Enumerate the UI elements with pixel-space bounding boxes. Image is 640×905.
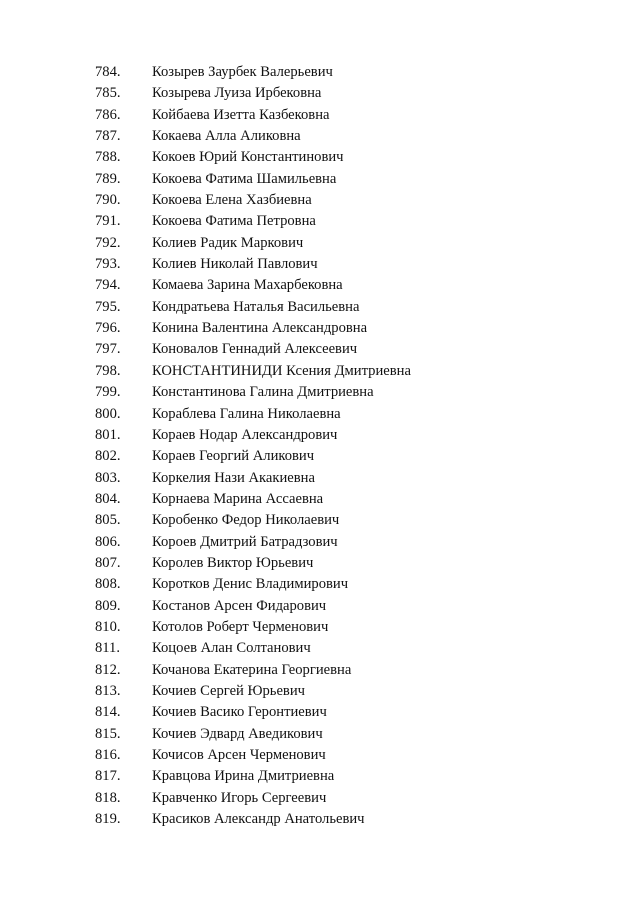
item-number: 807. <box>95 554 121 571</box>
list-item <box>0 404 640 425</box>
person-name: Козырева Луиза Ирбековна <box>152 85 322 102</box>
person-name: Козырев Заурбек Валерьевич <box>152 64 333 80</box>
item-number: 806. <box>95 533 121 550</box>
list-item <box>0 297 640 318</box>
person-name: Коцоев Алан Солтанович <box>152 640 311 657</box>
item-number: 800. <box>95 405 121 422</box>
list-item <box>0 105 640 126</box>
person-name: Коробенко Федор Николаевич <box>152 512 340 529</box>
person-name: Кочисов Арсен Черменович <box>152 747 326 763</box>
person-name: Кондратьева Наталья Васильевна <box>152 298 360 315</box>
list-item <box>0 766 640 787</box>
item-number: 805. <box>95 512 121 529</box>
item-number: 813. <box>95 682 121 699</box>
item-number: 792. <box>95 234 121 251</box>
person-name: Костанов Арсен Фидарович <box>152 597 327 614</box>
item-number: 789. <box>95 170 121 187</box>
person-name: Константинова Галина Дмитриевна <box>152 384 374 401</box>
person-name: Кокоева Фатима Петровна <box>152 213 316 230</box>
item-number: 795. <box>95 298 121 315</box>
item-number: 802. <box>95 448 121 465</box>
list-item <box>0 425 640 446</box>
person-name: Кораблева Галина Николаевна <box>152 405 341 422</box>
list-item <box>0 211 640 232</box>
list-item <box>0 596 640 617</box>
list-item <box>0 233 640 254</box>
list-item <box>0 126 640 147</box>
list-item <box>0 468 640 489</box>
item-number: 812. <box>95 661 121 678</box>
person-name: Колиев Николай Павлович <box>152 256 318 273</box>
list-item <box>0 660 640 681</box>
list-item <box>0 638 640 659</box>
list-item <box>0 745 640 766</box>
item-number: 793. <box>95 256 121 273</box>
person-name: Комаева Зарина Махарбековна <box>152 277 343 294</box>
person-name: Коркелия Нази Акакиевна <box>152 469 315 486</box>
list-item <box>0 617 640 638</box>
person-name: Королев Виктор Юрьевич <box>152 554 314 571</box>
list-item <box>0 489 640 510</box>
person-name: Кораев Георгий Аликович <box>152 448 315 465</box>
list-item <box>0 382 640 403</box>
person-name: Коновалов Геннадий Алексеевич <box>152 341 358 358</box>
list-item <box>0 275 640 296</box>
person-name: Конина Валентина Александровна <box>152 320 368 337</box>
list-item <box>0 83 640 104</box>
item-number: 810. <box>95 618 121 635</box>
list-item <box>0 724 640 745</box>
item-number: 817. <box>95 768 121 785</box>
person-name: Кочиев Сергей Юрьевич <box>152 682 305 699</box>
person-name: Коротков Денис Владимирович <box>152 576 349 593</box>
person-name: Кочиев Васико Геронтиевич <box>152 704 327 721</box>
item-number: 799. <box>95 384 121 401</box>
item-number: 809. <box>95 597 121 614</box>
list-item <box>0 532 640 553</box>
list-item <box>0 510 640 531</box>
list-item <box>0 147 640 168</box>
person-name: Корнаева Марина Ассаевна <box>152 490 324 507</box>
item-number: 788. <box>95 149 121 166</box>
list-item <box>0 446 640 467</box>
item-number: 815. <box>95 725 121 742</box>
list-item <box>0 574 640 595</box>
person-name: Кокоев Юрий Константинович <box>152 149 344 166</box>
item-number: 786. <box>95 106 121 123</box>
item-number: 814. <box>95 704 121 721</box>
person-name: Котолов Роберт Черменович <box>152 618 329 635</box>
person-name: Кокоева Елена Хазбиевна <box>152 192 312 209</box>
person-name: Красиков Александр Анатольевич <box>152 811 365 828</box>
person-name: Кочанова Екатерина Георгиевна <box>152 661 352 678</box>
item-number: 790. <box>95 192 121 209</box>
item-number: 791. <box>95 213 121 230</box>
item-number: 808. <box>95 576 121 593</box>
person-name: Кокаева Алла Аликовна <box>152 128 301 145</box>
list-item <box>0 190 640 211</box>
person-name: Кокоева Фатима Шамильевна <box>152 170 337 187</box>
list-item <box>0 809 640 830</box>
item-number: 803. <box>95 469 121 486</box>
item-number: 796. <box>95 320 121 337</box>
item-number: 784. <box>95 64 121 80</box>
item-number: 785. <box>95 85 121 102</box>
item-number: 804. <box>95 490 121 507</box>
person-name: Колиев Радик Маркович <box>152 234 304 251</box>
list-item <box>0 62 640 83</box>
list-item <box>0 254 640 275</box>
item-number: 818. <box>95 789 121 806</box>
list-item <box>0 169 640 190</box>
list-item <box>0 339 640 360</box>
list-item <box>0 788 640 809</box>
list-item <box>0 361 640 382</box>
item-number: 816. <box>95 747 121 763</box>
list-item <box>0 681 640 702</box>
item-number: 819. <box>95 811 121 828</box>
item-number: 794. <box>95 277 121 294</box>
person-name: КОНСТАНТИНИДИ Ксения Дмитриевна <box>152 362 411 379</box>
person-name: Кочиев Эдвард Аведикович <box>152 725 323 742</box>
list-item <box>0 553 640 574</box>
item-number: 801. <box>95 426 121 443</box>
person-name: Кравченко Игорь Сергеевич <box>152 789 327 806</box>
person-name: Кравцова Ирина Дмитриевна <box>152 768 335 785</box>
person-name: Короев Дмитрий Батрадзович <box>152 533 338 550</box>
list-item <box>0 318 640 339</box>
person-name: Кораев Нодар Александрович <box>152 426 338 443</box>
item-number: 798. <box>95 362 121 379</box>
list-item <box>0 702 640 723</box>
item-number: 811. <box>95 640 120 657</box>
person-name: Койбаева Изетта Казбековна <box>152 106 330 123</box>
name-list <box>0 62 640 830</box>
item-number: 797. <box>95 341 121 358</box>
item-number: 787. <box>95 128 121 145</box>
